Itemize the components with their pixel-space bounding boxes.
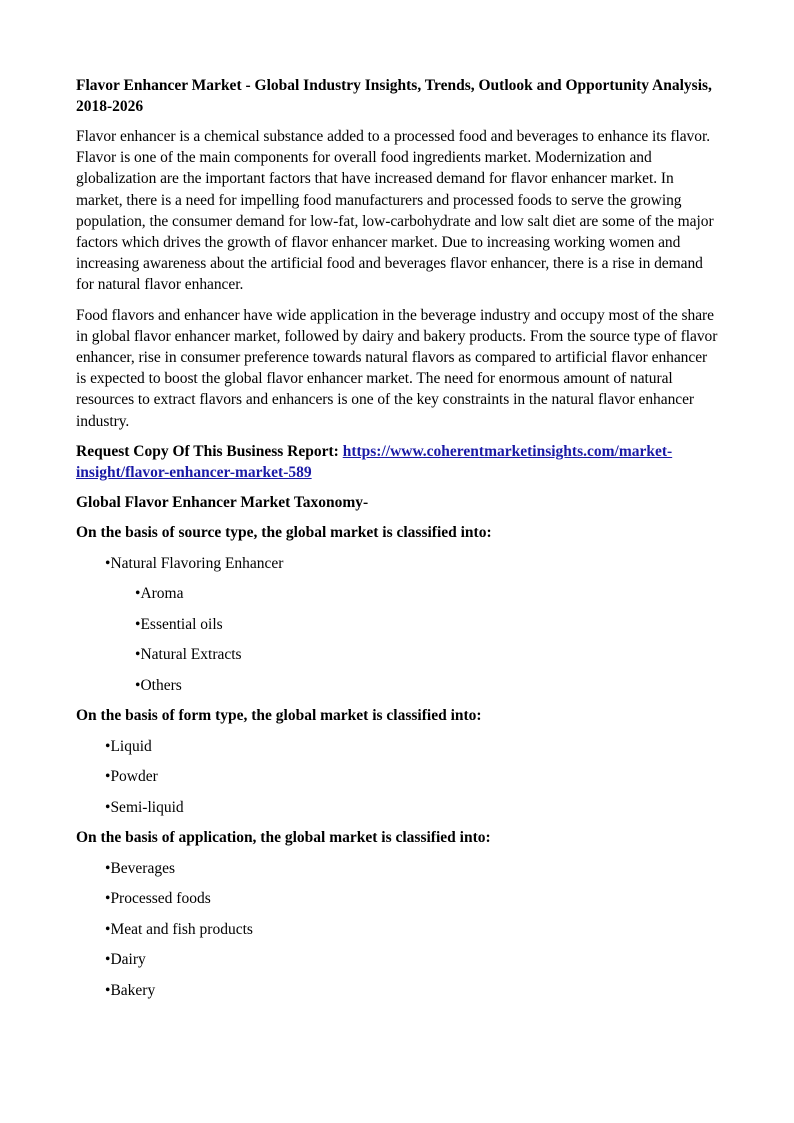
form-type-heading: On the basis of form type, the global market is classified into: xyxy=(76,707,482,725)
bullet-icon: • xyxy=(135,676,141,694)
bullet-icon: • xyxy=(105,768,111,786)
document-title: Flavor Enhancer Market - Global Industry Insights, Trends, Outlook and Opportunity Analysis, 2018-2026 xyxy=(76,77,712,115)
list-item: •Essential oils xyxy=(135,615,223,633)
bullet-icon: • xyxy=(105,890,111,908)
list-item: •Natural Extracts xyxy=(135,646,242,664)
list-item: •Beverages xyxy=(105,859,175,877)
list-item: •Meat and fish products xyxy=(105,920,253,938)
bullet-icon: • xyxy=(135,646,141,664)
bullet-icon: • xyxy=(105,951,111,969)
request-copy-label: Request Copy Of This Business Report: xyxy=(76,442,343,460)
taxonomy-heading: Global Flavor Enhancer Market Taxonomy- xyxy=(76,493,369,511)
intro-paragraph: Flavor enhancer is a chemical substance added to a processed food and beverages to enhance its flavor. Flavor is one of the main components for overall food ingredients market. Modernization and globalization are the important factors that have increased demand for flavor enhancer market. In market, there is a need for impelling food manufacturers and processed foods to serve the growing population, the consumer demand for low-fat, low-carbohydrate and low salt diet are some of the major factors which drives the growth of flavor enhancer market. Due to increasing working women and increasing awareness about the artificial food and beverages flavor enhancer, there is a rise in demand for natural flavor enhancer. xyxy=(76,128,714,294)
bullet-icon: • xyxy=(135,585,141,603)
bullet-icon: • xyxy=(105,859,111,877)
request-copy-line xyxy=(76,441,721,483)
list-item: •Others xyxy=(135,676,182,694)
bullet-icon: • xyxy=(105,798,111,816)
list-item: •Semi-liquid xyxy=(105,798,184,816)
list-item: •Natural Flavoring Enhancer xyxy=(105,554,284,572)
list-item: •Liquid xyxy=(105,737,152,755)
bullet-icon: • xyxy=(105,920,111,938)
report-link[interactable]: https://www.coherentmarketinsights.com/market-insight/flavor-enhancer-market-589 xyxy=(76,442,673,481)
application-paragraph: Food flavors and enhancer have wide application in the beverage industry and occupy most of the share in global flavor enhancer market, followed by dairy and bakery products. From the source type of flavor enhancer, rise in consumer preference towards natural flavors as compared to artificial flavor enhancer is expected to boost the global flavor enhancer market. The need for enormous amount of natural resources to extract flavors and enhancers is one of the key constraints in the natural flavor enhancer industry. xyxy=(76,306,718,430)
bullet-icon: • xyxy=(105,981,111,999)
list-item: •Dairy xyxy=(105,951,146,969)
bullet-icon: • xyxy=(105,737,111,755)
bullet-icon: • xyxy=(105,554,111,572)
list-item: •Bakery xyxy=(105,981,156,999)
application-heading: On the basis of application, the global market is classified into: xyxy=(76,829,491,847)
list-item: •Aroma xyxy=(135,585,184,603)
list-item: •Processed foods xyxy=(105,890,211,908)
source-type-heading: On the basis of source type, the global market is classified into: xyxy=(76,524,492,542)
document-page xyxy=(76,75,721,1010)
list-item: •Powder xyxy=(105,768,158,786)
bullet-icon: • xyxy=(135,615,141,633)
